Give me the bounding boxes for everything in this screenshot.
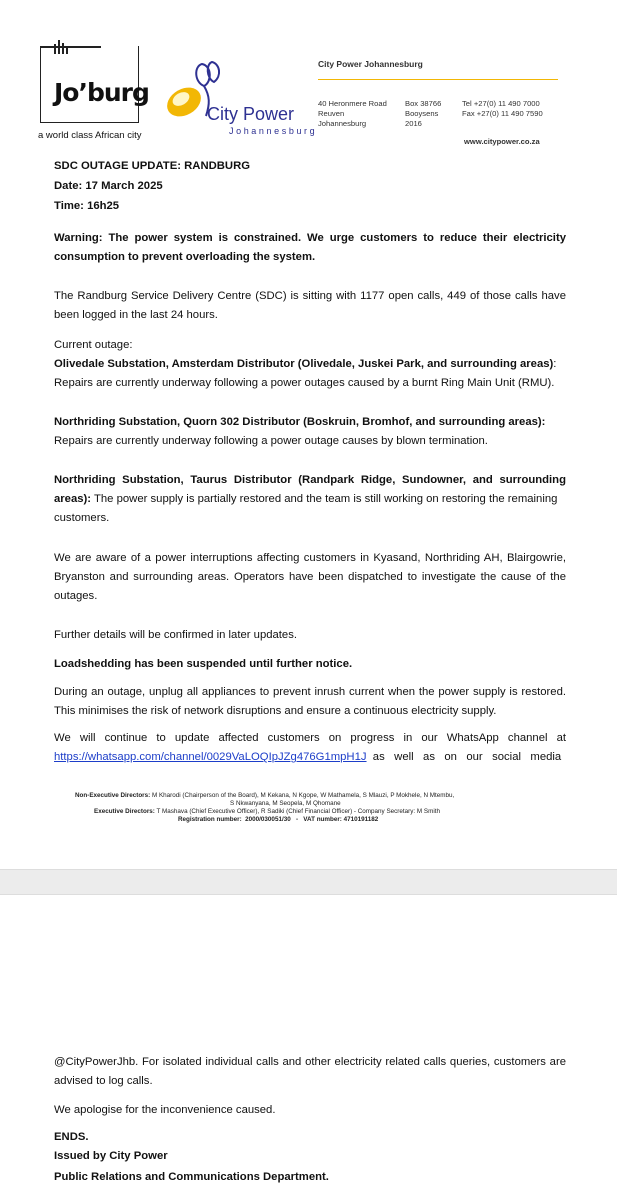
unplug-line-1: During an outage, unplug all appliances to prevent inrush current when the power supply is restored. (54, 686, 566, 698)
executive-directors: Executive Directors: T Mashava (Chief Executive Officer), R Sadiki (Chief Financial Officer) - Company Secretary: M Smith (94, 808, 440, 815)
page-separator (0, 869, 617, 895)
calls-line-1: The Randburg Service Delivery Centre (SDC) is sitting with 1177 open calls, 449 of those calls have (54, 290, 566, 302)
non-executive-directors-cont: S Nkwanyana, M Seopela, M Qhomane (230, 800, 341, 807)
ends: ENDS. (54, 1131, 89, 1143)
address-block: 40 Heronmere Road Reuven Johannesburg (318, 99, 387, 128)
warning-line-1: Warning: The power system is constrained. We urge customers to reduce their electricity (54, 232, 566, 244)
outage-1-heading-line: Olivedale Substation, Amsterdam Distributor (Olivedale, Juskei Park, and surrounding areas): (54, 358, 557, 370)
header-divider (318, 79, 558, 80)
city-power-logo-name: City Power (207, 104, 295, 124)
department: Public Relations and Communications Department. (54, 1171, 329, 1183)
warning-line-2: consumption to prevent overloading the system. (54, 251, 316, 263)
joburg-tagline: a world class African city (38, 130, 142, 141)
phone-block: Tel +27(0) 11 490 7000 Fax +27(0) 11 490 7590 (462, 99, 543, 118)
outage-2-detail: Repairs are currently underway following a power outage causes by blown termination. (54, 435, 488, 447)
website-link[interactable]: www.citypower.co.za (464, 137, 540, 146)
calls-line-2: been logged in the last 24 hours. (54, 309, 218, 321)
whatsapp-channel-link[interactable]: https://whatsapp.com/channel/0029VaLOQIpJZg476G1mpH1J (54, 751, 367, 763)
interruptions-line-3: outages. (54, 590, 98, 602)
outage-1-heading: Olivedale Substation, Amsterdam Distributor (Olivedale, Juskei Park, and surrounding areas) (54, 358, 554, 370)
interruptions-line-1: We are aware of a power interruptions affecting customers in Kyasand, Northriding AH, Blairgowrie, (54, 552, 566, 564)
whatsapp-line-1: We will continue to update affected customers on progress in our WhatsApp channel at (54, 732, 566, 744)
box-block: Box 38766 Booysens 2016 (405, 99, 442, 128)
outage-2-heading: Northriding Substation, Quorn 302 Distributor (Boskruin, Bromhof, and surrounding areas): (54, 416, 546, 428)
company-name: City Power Johannesburg (318, 59, 423, 69)
outage-3-detail-end: customers. (54, 512, 110, 524)
unplug-line-2: This minimises the risk of network disruptions and ensure a continuous electricity supply. (54, 705, 497, 717)
joburg-skyline-icon (52, 38, 70, 54)
outage-1-detail: Repairs are currently underway following a power outages caused by a burnt Ring Main Unit (RMU). (54, 377, 555, 389)
apology: We apologise for the inconvenience caused. (54, 1104, 276, 1116)
joburg-logo-text: Jo’burg (54, 78, 149, 107)
whatsapp-line-2: https://whatsapp.com/channel/0029VaLOQIpJZg476G1mpH1J as well as on our social media (54, 751, 562, 763)
loadshedding-notice: Loadshedding has been suspended until further notice. (54, 658, 353, 670)
non-executive-directors: Non-Executive Directors: M Kharodi (Chairperson of the Board), M Kekana, N Kgope, W Mathamela, S Mlauzi, P Mokhele, N Mtembu, (75, 792, 455, 799)
document-date: Date: 17 March 2025 (54, 180, 163, 192)
document-page-2 (0, 895, 617, 1200)
city-power-logo-subtitle: Johannesburg (229, 126, 318, 136)
social-line-1: @CityPowerJhb. For isolated individual calls and other electricity related calls queries, customers are (54, 1056, 566, 1068)
current-outage-label: Current outage: (54, 339, 133, 351)
further-details: Further details will be confirmed in later updates. (54, 629, 297, 641)
outage-3-detail-line: areas): The power supply is partially restored and the team is still working on restoring the remaining (54, 493, 558, 505)
issued-by: Issued by City Power (54, 1150, 168, 1162)
registration-number: Registration number: 2000/030051/30 - VAT number: 4710191182 (178, 816, 379, 823)
document-title: SDC OUTAGE UPDATE: RANDBURG (54, 160, 251, 172)
document-time: Time: 16h25 (54, 200, 120, 212)
social-line-2: advised to log calls. (54, 1075, 153, 1087)
outage-3-heading: Northriding Substation, Taurus Distributor (Randpark Ridge, Sundowner, and surrounding (54, 474, 566, 486)
interruptions-line-2: Bryanston and surrounding areas. Operators have been dispatched to investigate the cause of the (54, 571, 566, 583)
